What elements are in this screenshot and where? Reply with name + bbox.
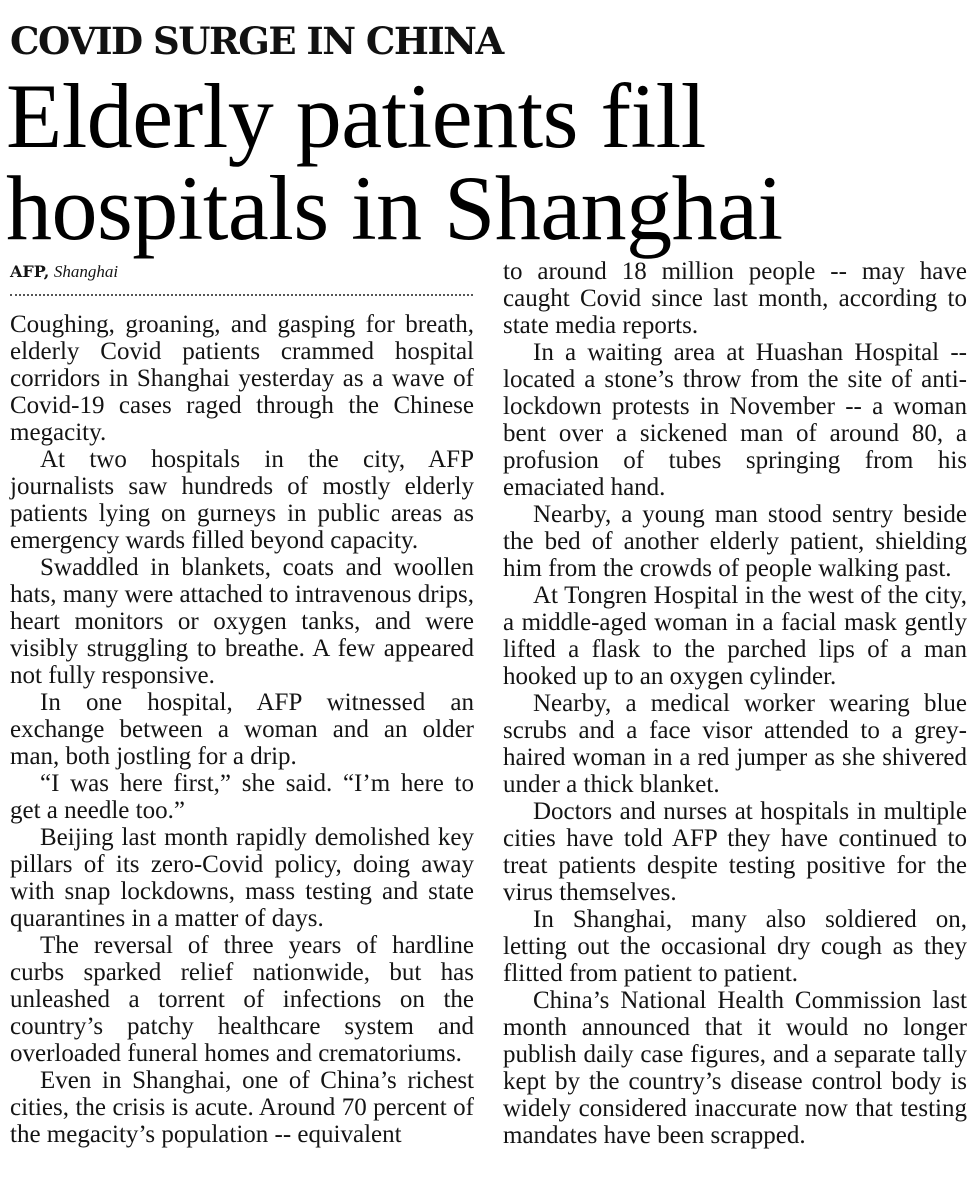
paragraph: Nearby, a medical worker wearing blue scrubs and a face visor attended to a grey-haired woman in a red jumper as she shivered under a thick blanket. [503,690,967,798]
paragraph: China’s National Health Commission last month announced that it would no longer publish daily case figures, and a separate tally kept by the country’s disease control body is widely considered inaccurate now that testing mandates have been scrapped. [503,987,967,1149]
body-column-1 [10,311,474,1148]
byline [10,258,473,285]
paragraph: In Shanghai, many also soldiered on, letting out the occasional dry cough as they flitted from patient to patient. [503,906,967,987]
byline-location: Shanghai [53,262,119,281]
section-kicker: COVID SURGE IN CHINA [10,19,503,63]
paragraph: Doctors and nurses at hospitals in multiple cities have told AFP they have continued to treat patients despite testing positive for the virus themselves. [503,798,967,906]
paragraph: Coughing, groaning, and gasping for breath, elderly Covid patients crammed hospital corridors in Shanghai yesterday as a wave of Covid-19 cases raged through the Chinese megacity. [10,311,474,446]
headline: Elderly patients fill hospitals in Shanghai [6,65,783,259]
paragraph: to around 18 million people -- may have caught Covid since last month, according to state media reports. [503,258,967,339]
paragraph: Nearby, a young man stood sentry beside the bed of another elderly patient, shielding him from the crowds of people walking past. [503,501,967,582]
byline-divider [10,294,473,296]
paragraph: At two hospitals in the city, AFP journalists saw hundreds of mostly elderly patients lying on gurneys in public areas as emergency wards filled beyond capacity. [10,446,474,554]
paragraph: “I was here first,” she said. “I’m here to get a needle too.” [10,770,474,824]
paragraph: Beijing last month rapidly demolished key pillars of its zero-Covid policy, doing away with snap lockdowns, mass testing and state quarantines in a matter of days. [10,824,474,932]
paragraph: Even in Shanghai, one of China’s richest cities, the crisis is acute. Around 70 percent of the megacity’s population -- equivalent [10,1067,474,1148]
byline-agency: AFP, [10,262,50,281]
paragraph: Swaddled in blankets, coats and woollen hats, many were attached to intravenous drips, heart monitors or oxygen tanks, and were visibly struggling to breathe. A few appeared not fully responsive. [10,554,474,689]
paragraph: The reversal of three years of hardline curbs sparked relief nationwide, but has unleashed a torrent of infections on the country’s patchy healthcare system and overloaded funeral homes and crematoriums. [10,932,474,1067]
paragraph: In a waiting area at Huashan Hospital -- located a stone’s throw from the site of anti-lockdown protests in November -- a woman bent over a sickened man of around 80, a profusion of tubes springing from his emaciated hand. [503,339,967,501]
paragraph: At Tongren Hospital in the west of the city, a middle-aged woman in a facial mask gently lifted a flask to the parched lips of a man hooked up to an oxygen cylinder. [503,582,967,690]
paragraph: In one hospital, AFP witnessed an exchange between a woman and an older man, both jostling for a drip. [10,689,474,770]
body-column-2 [503,258,967,1149]
